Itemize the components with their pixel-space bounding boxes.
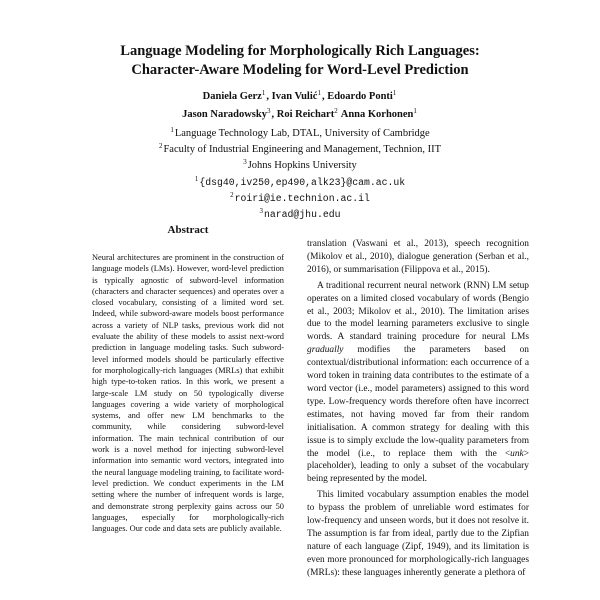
author-name: Roi Reichart <box>276 109 335 120</box>
affiliation-text: Language Technology Lab, DTAL, University of Cambridge <box>174 128 430 139</box>
email <box>0 173 600 189</box>
body-paragraph: translation (Vaswani et al., 2013), speech recognition (Mikolov et al., 2010), dialogue generation (Serban et al., 2016), or summarisation (Filippova et al., 2015). <box>307 239 529 275</box>
author-sup: 1 <box>413 107 417 115</box>
abstract-heading: Abstract <box>167 224 209 236</box>
email-text: {dsg40,iv250,ep490,alk23}@cam.ac.uk <box>199 176 406 188</box>
email <box>0 205 600 221</box>
author-sep: , <box>321 91 328 102</box>
author-sup: 1 <box>392 89 397 97</box>
affiliation-text: Faculty of Industrial Engineering and Management, Technion, IIT <box>163 144 442 156</box>
affiliation <box>0 124 600 140</box>
body-text: modifies the parameters based on contextual/distributional information: each occurrence of a word token in training data contributes to the estimate of a word vector (i.e., model parameters) assigned to this word type. Low-frequency words therefore often have incorrect estimates, not having moved far from their random initialisation. A common strategy for dealing with this issue is to simply exclude the low-quality parameters from the model (i.e., to replace them with the < <box>307 345 529 459</box>
author-line-2 <box>0 104 600 122</box>
affiliations <box>0 124 600 221</box>
affiliation-text: Johns Hopkins University <box>247 160 357 172</box>
author-name: Anna Korhonen <box>340 109 414 120</box>
author-sup: 1 <box>261 89 266 97</box>
body-column-right <box>307 238 529 580</box>
email-text: narad@jhu.edu <box>264 209 341 221</box>
email <box>0 189 600 205</box>
affiliation-sup: 1 <box>170 126 174 134</box>
author-name: Jason Naradowsky <box>182 109 267 120</box>
unk-token: unk <box>510 448 524 459</box>
email-sup: 2 <box>230 190 234 199</box>
body-text: A traditional recurrent neural network (RNN) LM setup operates on a limited closed vocabulary of words (Bengio et al., 2003; Mikolov et al., 2010). The limitation arises due to the model learning parameters exclusive to single words. A standard training procedure for neural LMs <box>307 280 529 343</box>
affiliation <box>0 156 600 172</box>
author-sup: 3 <box>267 107 271 115</box>
author-name: Ivan Vulić <box>271 91 318 102</box>
title-line-2: Character-Aware Modeling for Word-Level Prediction <box>131 62 469 78</box>
author-name: Edoardo Ponti <box>327 91 393 102</box>
email-sup: 3 <box>259 207 264 216</box>
affiliation-sup: 2 <box>158 142 163 151</box>
abstract-body: Neural architectures are prominent in the construction of language models (LMs). However, word-level prediction is typically agnostic of subword-level information (characters and character sequences) and operates over a closed vocabulary, consisting of a limited word set. Indeed, while subword-aware models boost performance across a variety of NLP tasks, previous work did not evaluate the ability of these models to assist next-word prediction in language modeling tasks. Such subword-level informed models should be particularly effective for morphologically-rich languages (MRLs) that exhibit high type-to-token ratios. In this work, we present a large-scale LM study on 50 typologically diverse languages covering a wide variety of morphological systems, and offer new LM benchmarks to the community, while considering subword-level information. The main technical contribution of our work is a novel method for injecting subword-level information into semantic word vectors, integrated into the neural language modeling training, to facilitate word-level prediction. We conduct experiments in the LM setting where the number of infrequent words is large, and demonstrate strong perplexity gains across our 50 languages, especially for morphologically-rich languages. Our code and data sets are publicly available. <box>92 253 284 534</box>
affiliation <box>0 140 600 156</box>
body-paragraph: This limited vocabulary assumption enables the model to bypass the problem of unreliable word estimates for low-frequency and unseen words, but it does not resolve it. The assumption is far from ideal, partly due to the Zipfian nature of each language (Zipf, 1949), and its limitation is even more pronounced for morphologically-rich languages (MRLs): these languages inherently generate a plethora of <box>307 490 529 578</box>
author-name: Daniela Gerz <box>202 91 262 102</box>
author-list <box>0 86 600 122</box>
title-line-1: Language Modeling for Morphologically Rich Languages: <box>120 43 480 59</box>
email-text: roiri@ie.technion.ac.il <box>234 192 370 204</box>
author-sep: , <box>266 91 272 102</box>
author-sep: , <box>271 109 277 120</box>
body-paragraph <box>307 280 529 487</box>
body-text: > placeholder), leading to only a subset of the vocabulary being represented by the model. <box>307 448 529 485</box>
paper-title <box>0 42 600 80</box>
author-line-1 <box>0 86 600 104</box>
affiliation-sup: 3 <box>243 158 247 167</box>
email-sup: 1 <box>194 174 199 183</box>
emphasis-text: gradually <box>307 345 344 356</box>
author-sup: 2 <box>334 107 338 115</box>
author-sup: 1 <box>317 89 321 97</box>
